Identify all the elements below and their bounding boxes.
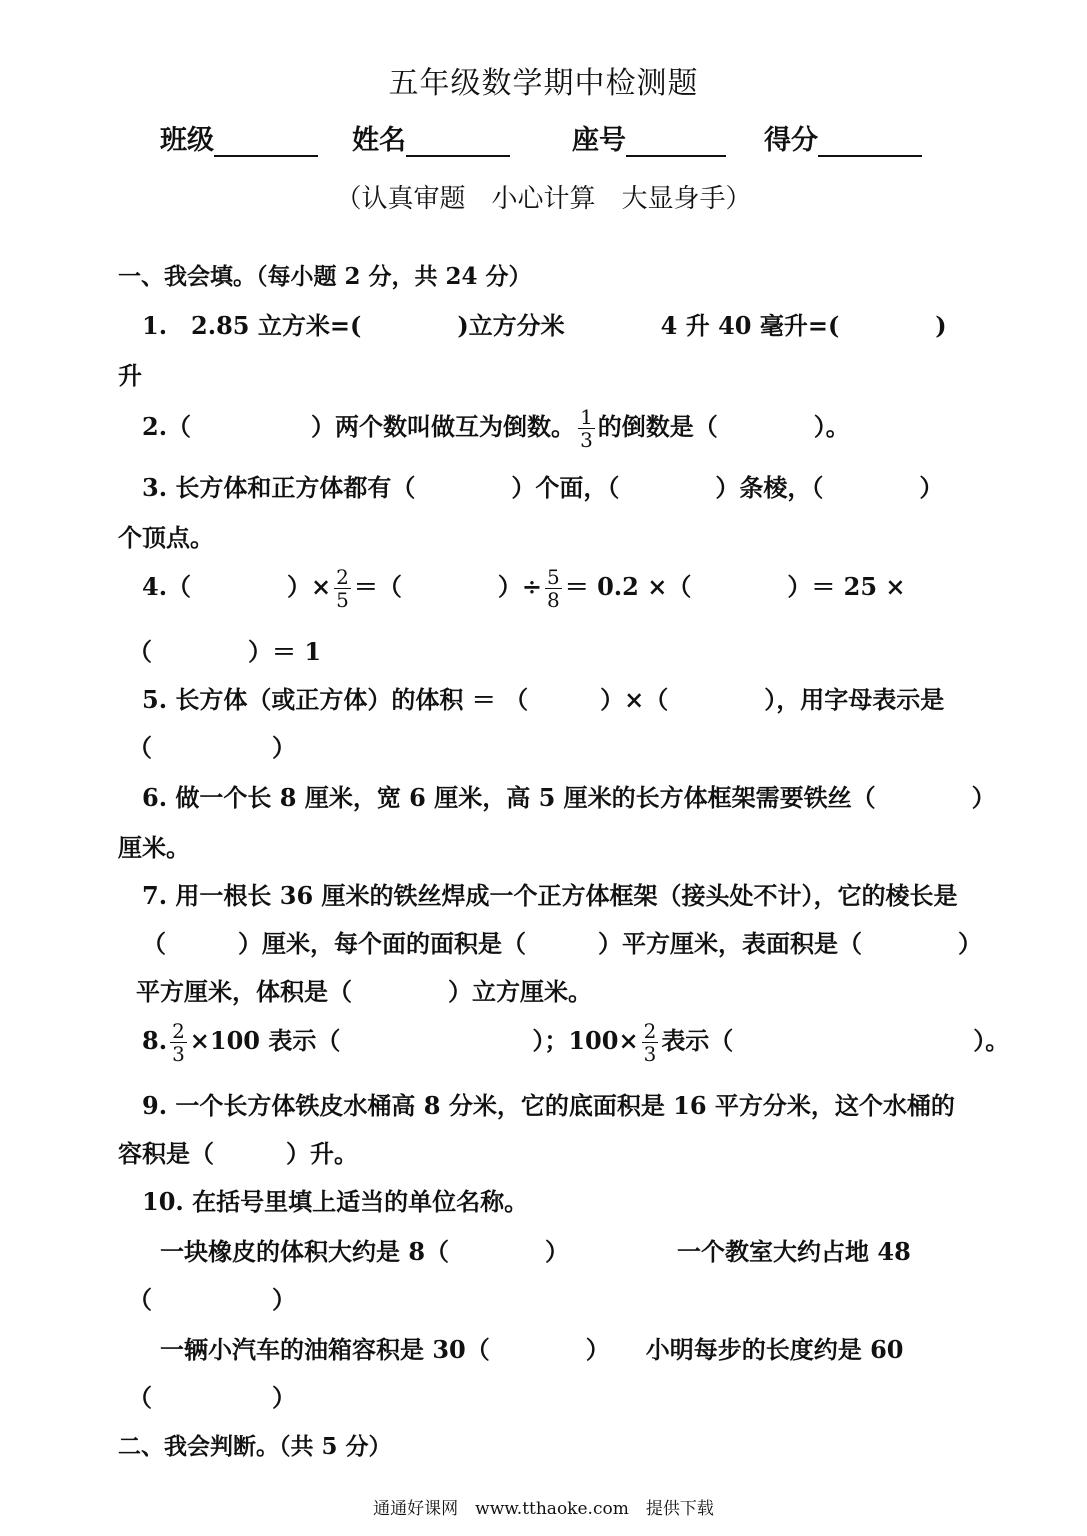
class-label: 班级: [160, 125, 214, 156]
page-title: 五年级数学期中检测题: [388, 66, 699, 101]
name-field: [352, 118, 510, 157]
question-7-line-3: 平方厘米，体积是（ ）立方厘米。: [136, 977, 592, 1006]
question-6-line-2: 厘米。: [118, 833, 190, 862]
fraction-numerator: 5: [547, 565, 560, 589]
question-8-number: 8.: [142, 1026, 168, 1055]
fraction-two-thirds-2: [642, 1020, 659, 1065]
question-8-text-c: 表示（ ）。: [661, 1026, 1010, 1055]
class-blank[interactable]: [214, 129, 318, 157]
question-6-line-1: 6. 做一个长 8 厘米，宽 6 厘米，高 5 厘米的长方体框架需要铁丝（ ）: [142, 783, 996, 812]
question-4-text-a: 4.（ ）×: [142, 572, 332, 601]
question-4-text-b: ＝（ ）÷: [353, 572, 543, 601]
question-2: [142, 406, 850, 451]
fraction-numerator: 2: [336, 565, 349, 589]
question-10-line-5: （ ）: [128, 1383, 296, 1412]
fraction-denominator: 8: [547, 588, 560, 612]
fraction-one-third: [578, 406, 595, 451]
score-blank[interactable]: [818, 129, 922, 157]
question-4-line-2: （ ）＝ 1: [128, 637, 322, 666]
fraction-numerator: 1: [580, 405, 593, 429]
question-4: [142, 566, 906, 611]
question-7-line-1: 7. 用一根长 36 厘米的铁丝焊成一个正方体框架（接头处不计），它的棱长是: [142, 881, 958, 910]
seat-label: 座号: [572, 125, 626, 156]
question-2-text-b: 的倒数是（ ）。: [597, 412, 850, 441]
fraction-two-thirds: [170, 1020, 187, 1065]
question-9-line-1: 9. 一个长方体铁皮水桶高 8 分米，它的底面积是 16 平方分米，这个水桶的: [142, 1091, 955, 1120]
class-field: [160, 118, 318, 157]
fraction-denominator: 3: [643, 1042, 657, 1066]
page-footer: 通通好课网 www.tthaoke.com 提供下载: [373, 1499, 714, 1519]
question-1-line-2: 升: [118, 361, 142, 390]
question-5-line-1: 5. 长方体（或正方体）的体积 ＝ （ ）×（ ），用字母表示是: [142, 685, 945, 714]
fraction-denominator: 5: [336, 588, 349, 612]
fraction-denominator: 3: [172, 1042, 185, 1066]
score-field: [764, 118, 922, 157]
question-9-line-2: 容积是（ ）升。: [118, 1139, 358, 1168]
question-10-heading: 10. 在括号里填上适当的单位名称。: [142, 1187, 529, 1216]
question-5-line-2: （ ）: [128, 733, 296, 762]
question-3-line-2: 个顶点。: [118, 523, 214, 552]
question-4-text-c: ＝ 0.2 ×（ ）＝ 25 ×: [564, 572, 906, 601]
question-8-text-b: ×100 表示（ ）；100×: [189, 1026, 639, 1055]
fraction-denominator: 3: [580, 428, 593, 452]
question-10-line-2: 一块橡皮的体积大约是 8（ ） 一个教室大约占地 48: [160, 1237, 911, 1266]
question-1-line-1: 1. 2.85 立方米=( )立方分米 4 升 40 毫升=( ): [142, 311, 947, 340]
fraction-numerator: 2: [172, 1019, 185, 1043]
fraction-five-eighths: [545, 566, 562, 611]
section-1-heading: 一、我会填。（每小题 2 分，共 24 分）: [118, 263, 532, 290]
fraction-two-fifths: [334, 566, 351, 611]
question-3-line-1: 3. 长方体和正方体都有（ ）个面，（ ）条棱，（ ）: [142, 473, 944, 502]
question-10-line-4: 一辆小汽车的油箱容积是 30（ ） 小明每步的长度约是 60: [160, 1335, 904, 1364]
name-blank[interactable]: [406, 129, 510, 157]
exam-motto: （认真审题 小心计算 大显身手）: [335, 184, 752, 214]
question-8: [142, 1020, 1009, 1065]
seat-blank[interactable]: [626, 129, 726, 157]
section-2-heading: 二、我会判断。（共 5 分）: [118, 1433, 392, 1460]
name-label: 姓名: [352, 125, 406, 156]
question-7-line-2: （ ）厘米，每个面的面积是（ ）平方厘米，表面积是（ ）: [142, 929, 982, 958]
question-10-line-3: （ ）: [128, 1285, 296, 1314]
seat-field: [572, 118, 726, 157]
question-2-text-a: 2.（ ）两个数叫做互为倒数。: [142, 412, 576, 441]
score-label: 得分: [764, 125, 818, 156]
fraction-numerator: 2: [643, 1019, 657, 1043]
